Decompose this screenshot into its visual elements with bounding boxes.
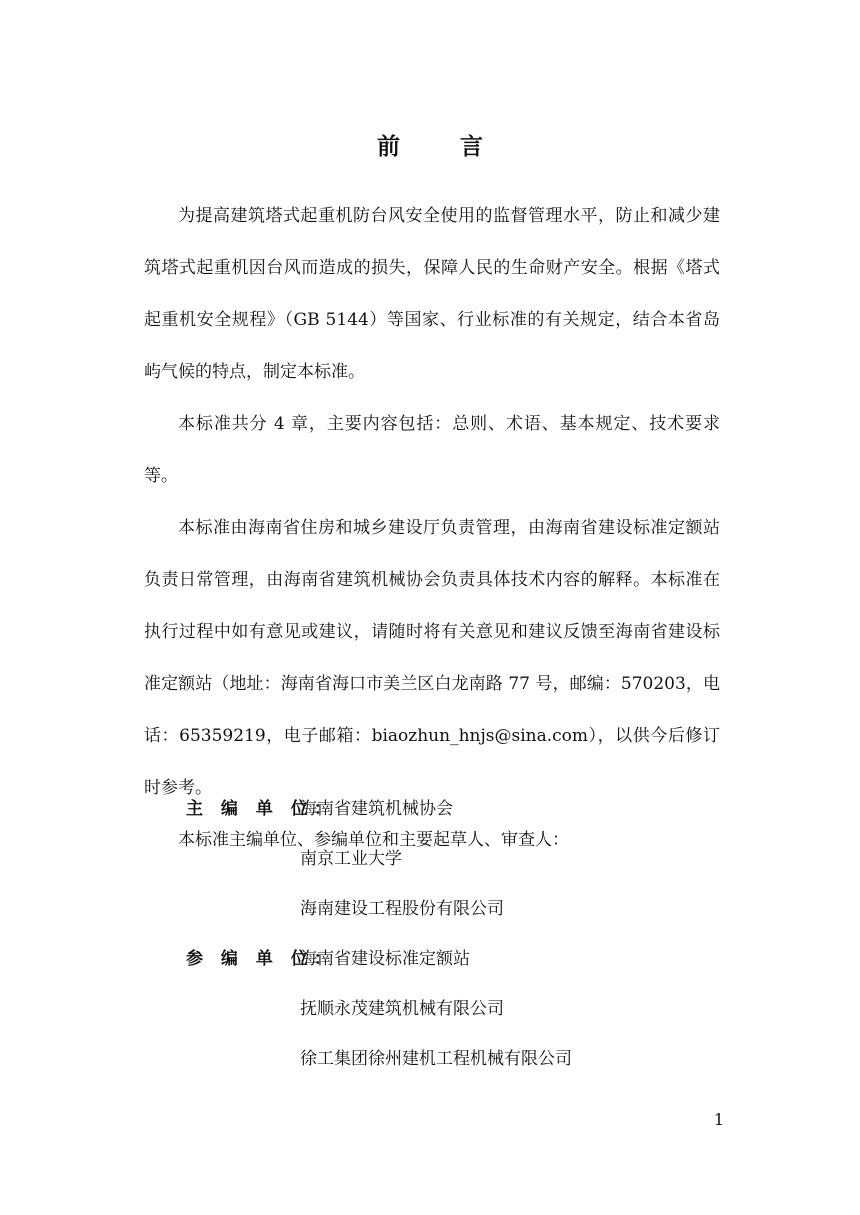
preface-paragraph-contents: 本标准共分 4 章，主要内容包括：总则、术语、基本规定、技术要求等。 <box>144 414 720 486</box>
chief-units-label: 主 编 单 位： <box>186 798 337 819</box>
participating-unit-row <box>186 981 726 1031</box>
chief-unit-row <box>186 831 726 881</box>
preface-paragraph-units-intro: 本标准主编单位、参编单位和主要起草人、审查人： <box>178 830 569 850</box>
page-title: 前 言 <box>376 134 509 160</box>
participating-unit-item: 抚顺永茂建筑机械有限公司 <box>300 998 504 1019</box>
chief-unit-item: 海南省建筑机械协会 <box>300 798 453 819</box>
participating-units-label: 参 编 单 位： <box>186 948 337 969</box>
preface-paragraph-purpose: 为提高建筑塔式起重机防台风安全使用的监督管理水平，防止和减少建筑塔式起重机因台风而造成的损失，保障人民的生命财产安全。根据《塔式起重机安全规程》（GB 5144）等国家、行业标准的有关规定，结合本省岛屿气候的特点，制定本标准。 <box>144 206 720 382</box>
chief-unit-row <box>186 881 726 931</box>
participating-unit-row <box>186 931 726 981</box>
chief-unit-row <box>186 781 726 831</box>
preface-paragraph-management: 本标准由海南省住房和城乡建设厅负责管理，由海南省建设标准定额站负责日常管理，由海南省建筑机械协会负责具体技术内容的解释。本标准在执行过程中如有意见或建议，请随时将有关意见和建议反馈至海南省建设标准定额站（地址：海南省海口市美兰区白龙南路 77 号，邮编：570203，电话：65359219，电子邮箱：biaozhun_hnjs@sina.com），以供今后修订时参考。 <box>144 518 720 798</box>
preface-body <box>144 190 720 866</box>
chief-unit-item: 南京工业大学 <box>300 848 402 869</box>
chief-unit-item: 海南建设工程股份有限公司 <box>300 898 504 919</box>
participating-unit-item: 徐工集团徐州建机工程机械有限公司 <box>300 1048 572 1069</box>
page-number: 1 <box>713 1110 724 1129</box>
participating-unit-row <box>186 1031 726 1081</box>
participating-unit-item: 海南省建设标准定额站 <box>300 948 470 969</box>
units-list <box>186 781 726 1081</box>
